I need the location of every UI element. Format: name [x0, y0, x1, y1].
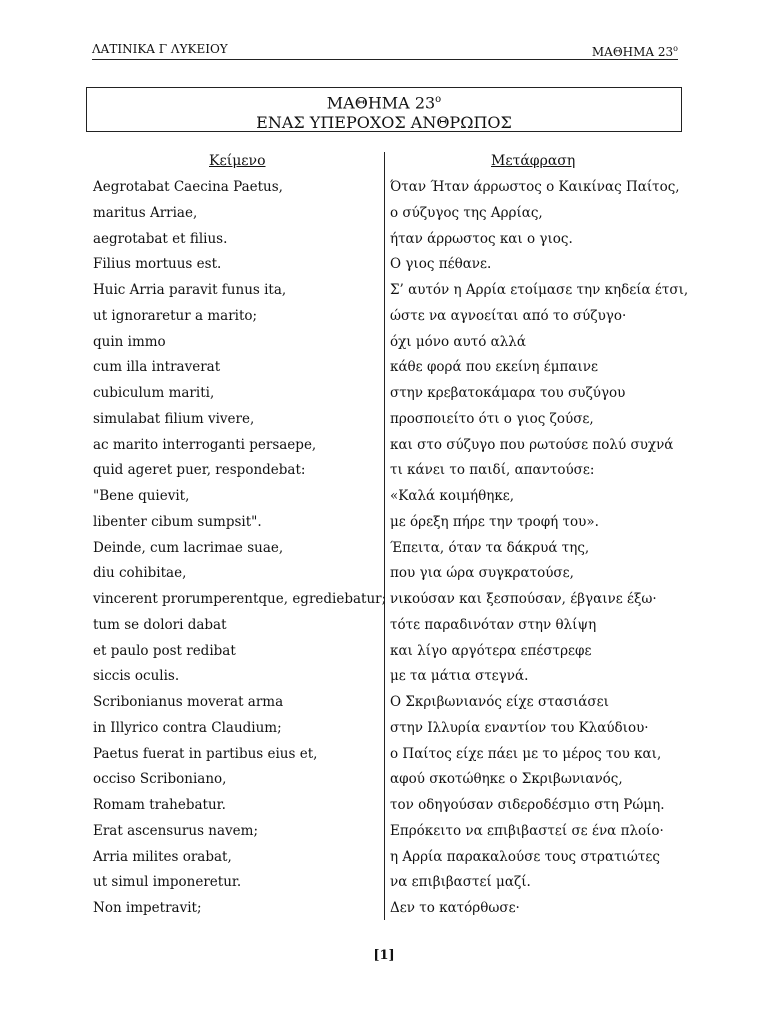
greek-line: και στο σύζυγο που ρωτούσε πολύ συχνά: [390, 436, 674, 453]
greek-line: «Καλά κοιμήθηκε,: [390, 488, 515, 504]
title-box: [86, 87, 682, 132]
latin-line: Huic Arria paravit funus ita,: [93, 282, 287, 298]
greek-line: Επρόκειτο να επιβιβαστεί σε ένα πλοίο·: [390, 822, 664, 839]
greek-line: να επιβιβαστεί μαζί.: [390, 874, 531, 891]
latin-line: Arria milites orabat,: [93, 848, 232, 865]
latin-line: Erat ascensurus navem;: [93, 822, 258, 839]
latin-column-heading: Κείμενο: [209, 153, 266, 169]
greek-line: Ο γιος πέθανε.: [390, 256, 492, 273]
greek-line: κάθε φορά που εκείνη έμπαινε: [390, 359, 598, 376]
greek-line: Ο Σκριβωνιανός είχε στασιάσει: [390, 694, 609, 710]
greek-line: ώστε να αγνοείται από το σύζυγο·: [390, 307, 627, 324]
latin-line: occiso Scriboniano,: [93, 771, 227, 788]
latin-line: ac marito interroganti persaepe,: [93, 436, 317, 453]
header-lesson: [592, 41, 678, 60]
latin-line: "Bene quievit,: [93, 488, 190, 504]
latin-line: et paulo post redibat: [93, 642, 236, 659]
latin-line: Paetus fuerat in partibus eius et,: [93, 745, 318, 762]
header-subject: ΛΑΤΙΝΙΚΑ Γ ΛΥΚΕΙΟΥ: [92, 42, 228, 56]
greek-line: όχι μόνο αυτό αλλά: [390, 333, 526, 350]
latin-line: ut ignoraretur a marito;: [93, 307, 258, 324]
greek-line: Έπειτα, όταν τα δάκρυά της,: [390, 539, 590, 556]
latin-line: ut simul imponeretur.: [93, 874, 242, 891]
greek-line: ήταν άρρωστος και ο γιος.: [390, 230, 573, 247]
greek-column-heading: Μετάφραση: [491, 153, 576, 169]
greek-line: τι κάνει το παιδί, απαντούσε:: [390, 462, 595, 479]
latin-line: cum illa intraverat: [93, 359, 221, 376]
greek-line: Όταν Ήταν άρρωστος ο Καικίνας Παίτος,: [390, 179, 680, 195]
latin-line: maritus Arriae,: [93, 204, 198, 221]
greek-line: προσποιείτο ότι ο γιος ζούσε,: [390, 410, 594, 427]
greek-line: νικούσαν και ξεσπούσαν, έβγαινε έξω·: [390, 591, 657, 607]
greek-line: Δεν το κατόρθωσε·: [390, 900, 520, 916]
latin-line: tum se dolori dabat: [93, 616, 227, 633]
latin-line: Non impetravit;: [93, 900, 202, 916]
latin-line: aegrotabat et filius.: [93, 230, 228, 247]
greek-line: η Αρρία παρακαλούσε τους στρατιώτες: [390, 848, 660, 865]
latin-line: siccis oculis.: [93, 668, 180, 685]
latin-line: libenter cibum sumpsit".: [93, 513, 262, 530]
latin-line: cubiculum mariti,: [93, 385, 215, 401]
greek-translation-column: [390, 176, 688, 923]
latin-line: in Illyrico contra Claudium;: [93, 719, 282, 736]
greek-line: στην Ιλλυρία εναντίον του Κλαύδιου·: [390, 719, 649, 736]
greek-line: τότε παραδινόταν στην θλίψη: [390, 616, 597, 633]
lesson-title: [87, 90, 681, 113]
header-lesson-ordinal: ο: [673, 44, 678, 53]
latin-line: quid ageret puer, respondebat:: [93, 462, 306, 479]
latin-line: Aegrotabat Caecina Paetus,: [93, 179, 283, 195]
latin-line: Romam trahebatur.: [93, 797, 226, 813]
lesson-title-ordinal: ο: [435, 94, 442, 105]
greek-line: τον οδηγούσαν σιδεροδέσμιο στη Ρώμη.: [390, 797, 665, 813]
greek-line: ο σύζυγος της Αρρίας,: [390, 204, 543, 221]
latin-line: Scribonianus moverat arma: [93, 694, 284, 710]
header-lesson-text: ΜΑΘΗΜΑ 23: [591, 45, 674, 59]
lesson-title-text: ΜΑΘΗΜΑ 23: [326, 93, 436, 113]
latin-text-column: [93, 176, 386, 923]
latin-line: simulabat filium vivere,: [93, 410, 255, 427]
latin-line: vincerent prorumperentque, egrediebatur;: [93, 591, 387, 607]
greek-line: με όρεξη πήρε την τροφή του».: [390, 513, 599, 530]
greek-line: ο Παίτος είχε πάει με το μέρος του και,: [390, 745, 662, 762]
lesson-subtitle: ΕΝΑΣ ΥΠΕΡΟΧΟΣ ΑΝΘΡΩΠΟΣ: [256, 113, 512, 133]
latin-line: Filius mortuus est.: [93, 256, 222, 273]
greek-line: αφού σκοτώθηκε ο Σκριβωνιανός,: [390, 771, 623, 788]
latin-line: quin immo: [93, 333, 166, 350]
greek-line: και λίγο αργότερα επέστρεφε: [390, 642, 592, 659]
page-number: [1]: [373, 948, 395, 963]
greek-line: Σ’ αυτόν η Αρρία ετοίμασε την κηδεία έτσι,: [390, 282, 689, 298]
latin-line: diu cohibitae,: [93, 565, 187, 582]
latin-line: Deinde, cum lacrimae suae,: [93, 539, 284, 556]
page-header: [92, 41, 678, 60]
greek-line: που για ώρα συγκρατούσε,: [390, 565, 574, 582]
greek-line: με τα μάτια στεγνά.: [390, 668, 529, 685]
greek-line: στην κρεβατοκάμαρα του συζύγου: [390, 385, 626, 401]
